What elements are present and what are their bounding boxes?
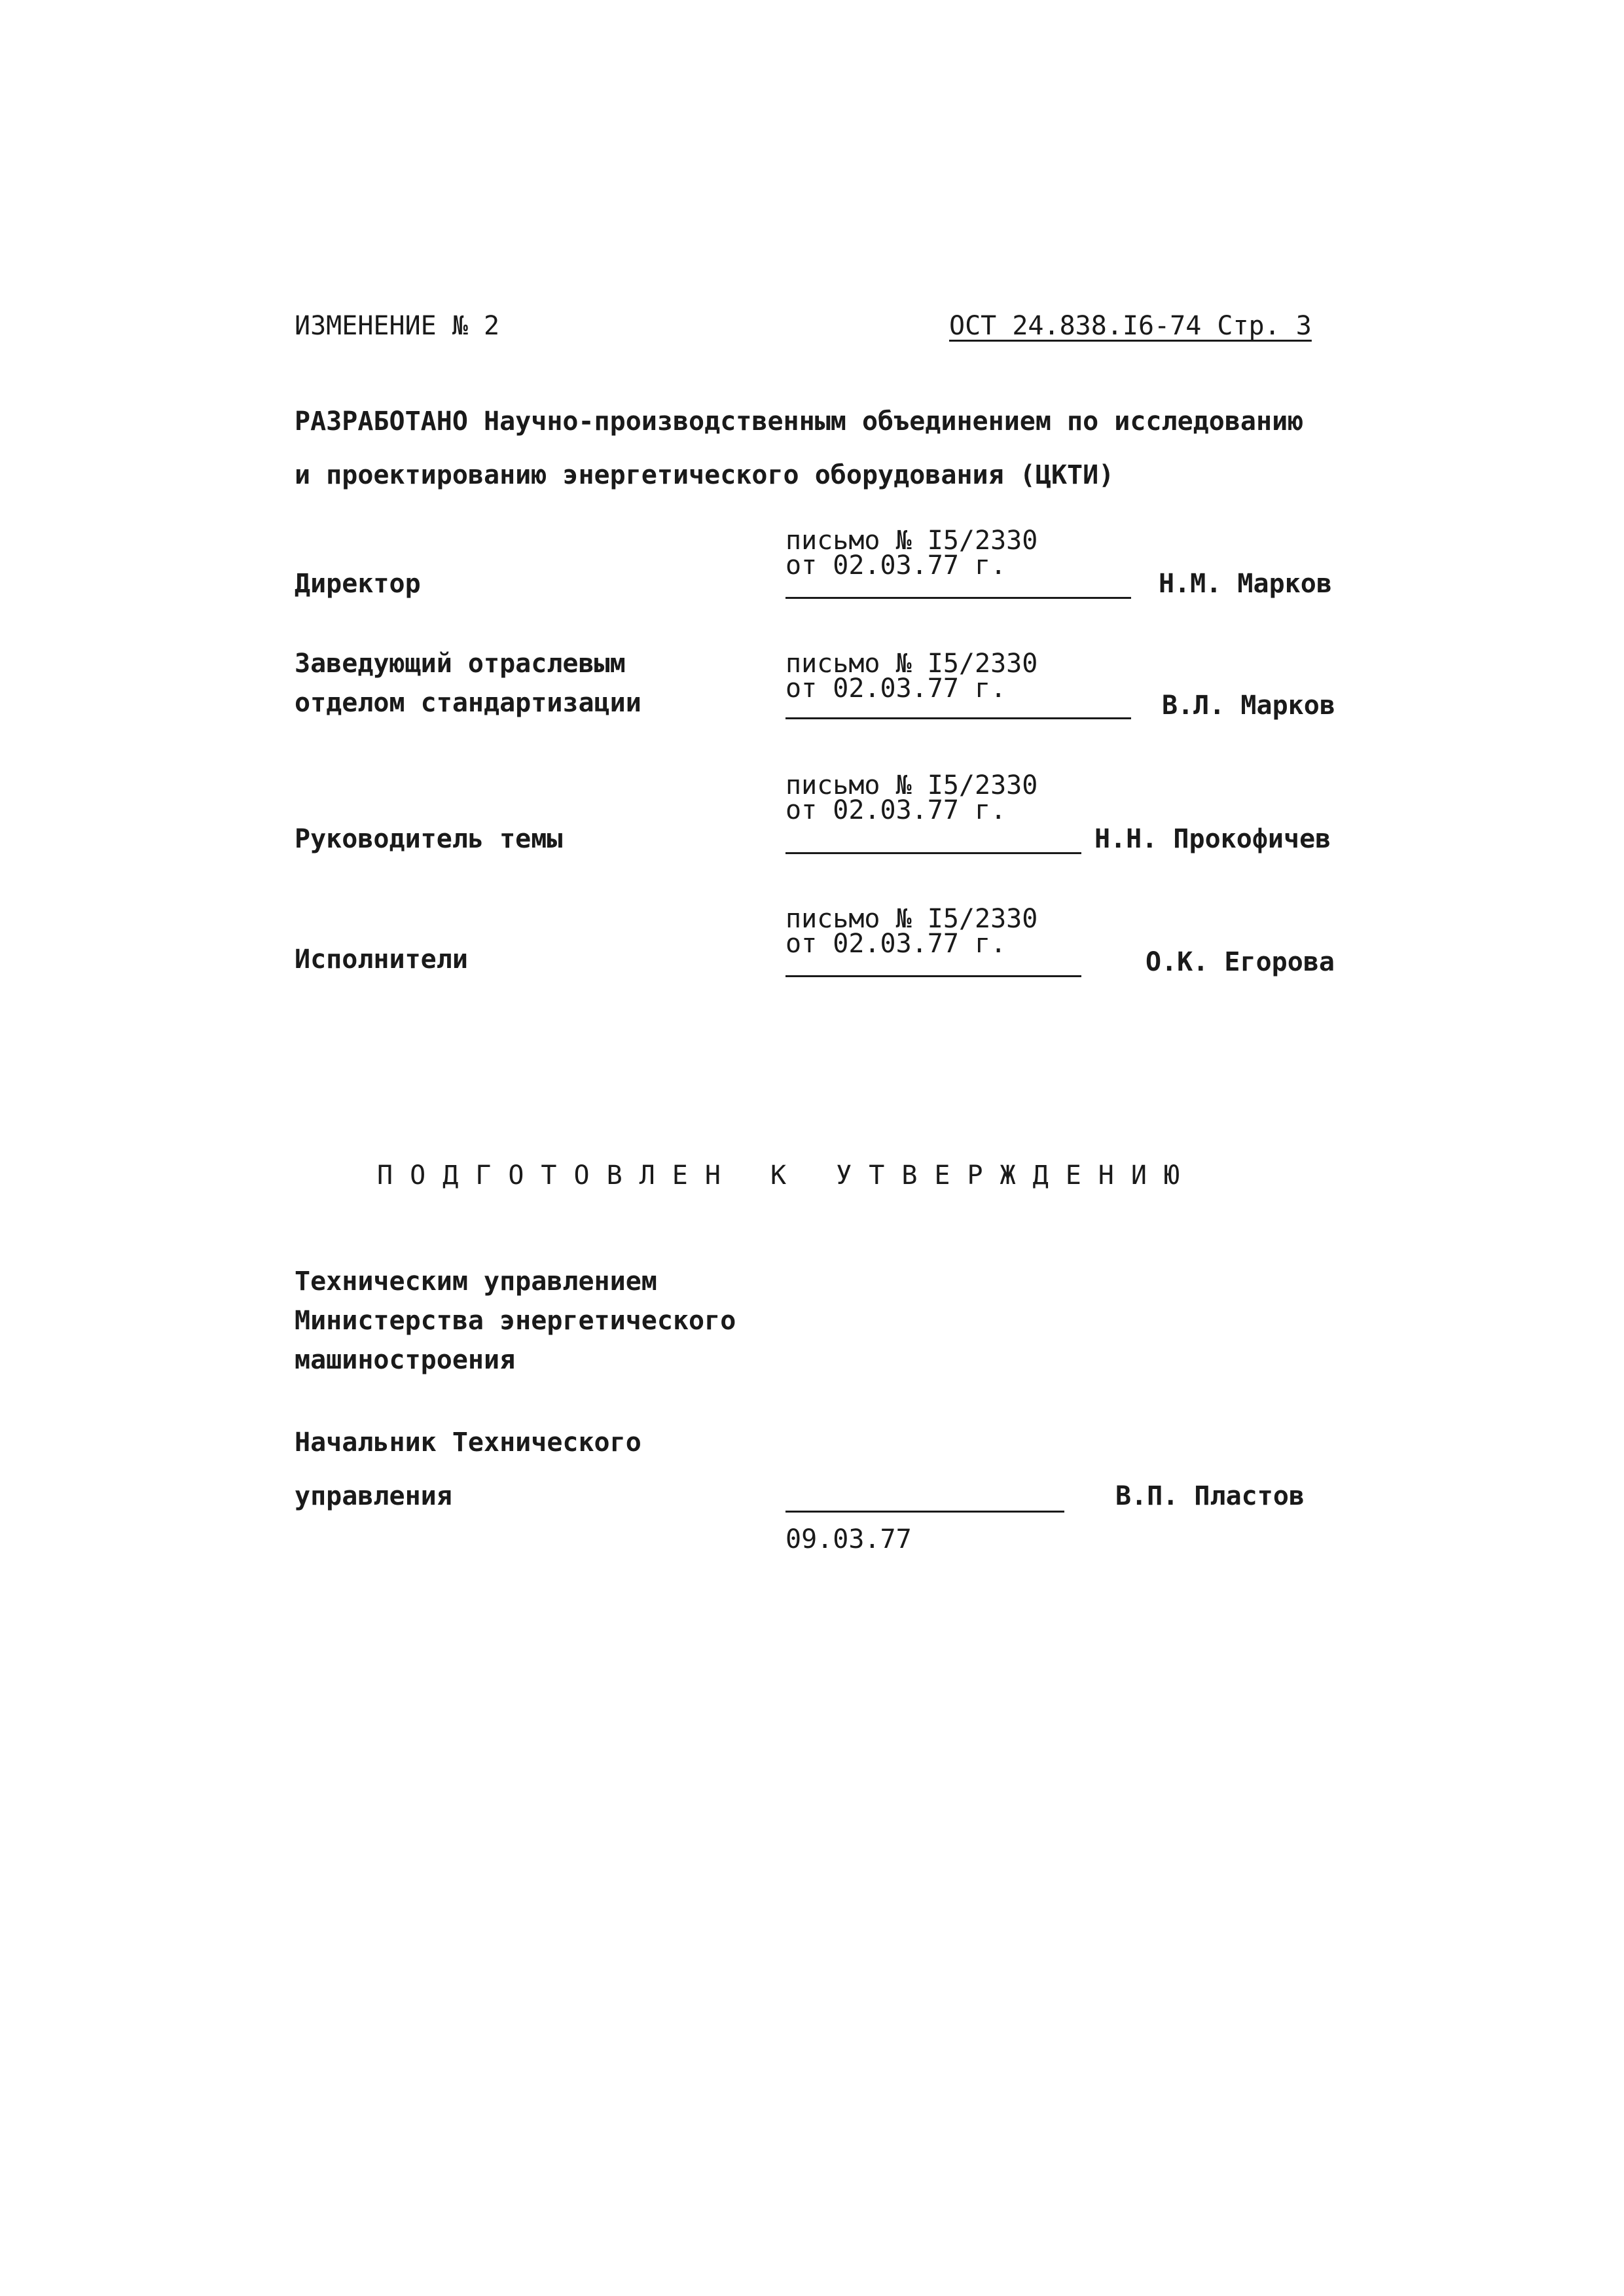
role-topic-lead: Руководитель темы xyxy=(295,824,563,854)
prepared-heading: ПОДГОТОВЛЕН К УТВЕРЖДЕНИЮ xyxy=(377,1160,1197,1191)
signatory-name: О.К. Егорова xyxy=(1146,947,1335,977)
signatory-name: Н.Н. Прокофичев xyxy=(1094,824,1331,854)
chief-title-line-1: Начальник Технического xyxy=(295,1427,641,1458)
signature-line xyxy=(785,1511,1064,1513)
letter-ref: письмо № I5/2330 xyxy=(785,649,1038,679)
letter-ref: письмо № I5/2330 xyxy=(785,770,1038,800)
prepared-org-line-3: машиностроения xyxy=(295,1345,516,1375)
letter-date: от 02.03.77 г. xyxy=(785,673,1007,704)
chief-title-line-2: управления xyxy=(295,1481,452,1511)
chief-name: В.П. Пластов xyxy=(1115,1481,1305,1511)
developed-line-1: РАЗРАБОТАНО Научно-производственным объединением по исследованию xyxy=(295,406,1304,437)
standard-page-ref: ОСТ 24.838.I6-74 Стр. 3 xyxy=(949,311,1312,341)
letter-date: от 02.03.77 г. xyxy=(785,929,1007,959)
role-executors: Исполнители xyxy=(295,944,468,975)
signature-line xyxy=(785,597,1131,599)
signature-line xyxy=(785,975,1081,977)
signature-line xyxy=(785,852,1081,854)
prepared-org-line-2: Министерства энергетического xyxy=(295,1306,736,1336)
signatory-name: В.Л. Марков xyxy=(1162,691,1335,721)
prepared-org-line-1: Техническим управлением xyxy=(295,1266,657,1297)
developed-line-2: и проектированию энергетического оборудования (ЦКТИ) xyxy=(295,460,1115,490)
signatory-name: Н.М. Марков xyxy=(1159,569,1332,599)
letter-ref: письмо № I5/2330 xyxy=(785,904,1038,934)
role-head-of-department-line-1: Заведующий отраслевым xyxy=(295,649,626,679)
signature-line xyxy=(785,717,1131,719)
letter-date: от 02.03.77 г. xyxy=(785,550,1007,581)
letter-ref: письмо № I5/2330 xyxy=(785,526,1038,556)
role-head-of-department-line-2: отделом стандартизации xyxy=(295,688,641,718)
role-director: Директор xyxy=(295,569,421,599)
change-number: ИЗМЕНЕНИЕ № 2 xyxy=(295,311,500,341)
letter-date: от 02.03.77 г. xyxy=(785,795,1007,825)
approval-date: 09.03.77 xyxy=(785,1524,912,1554)
